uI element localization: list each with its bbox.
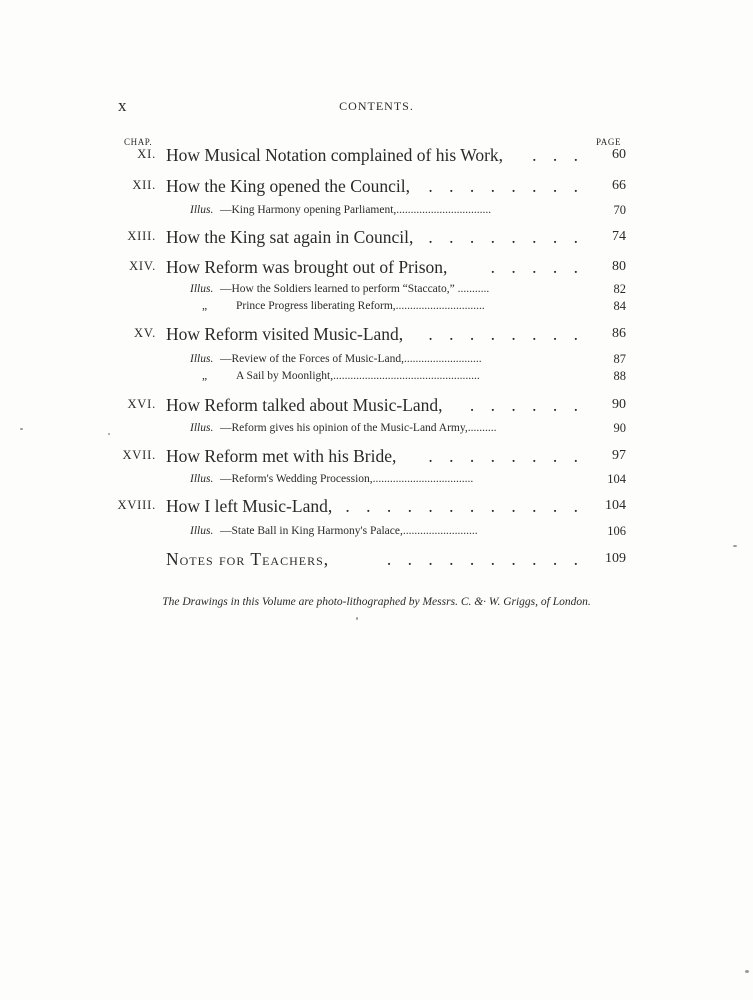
dot-leader: . . . . . . . . . . bbox=[386, 549, 584, 569]
illus-label: Illus. bbox=[190, 473, 214, 485]
chapter-number: XI. bbox=[137, 147, 156, 161]
notes-page: 109 bbox=[605, 551, 626, 566]
chapter-page: 60 bbox=[612, 147, 626, 162]
chapter-page: 80 bbox=[612, 259, 626, 274]
chapter-page: 97 bbox=[612, 448, 626, 463]
illus-page: 90 bbox=[613, 421, 626, 435]
dot-leader: . . . . . . . . bbox=[428, 227, 584, 247]
toc-illustration-row bbox=[190, 370, 630, 387]
chapter-number: XVIII. bbox=[117, 498, 156, 512]
toc-chapter-row bbox=[100, 227, 630, 249]
chapter-page: 90 bbox=[612, 397, 626, 412]
toc-illustration-row bbox=[190, 353, 630, 370]
chapter-title: How Musical Notation complained of his Work, bbox=[166, 145, 504, 165]
illus-text: —Reform gives his opinion of the Music-Land Army,.......... bbox=[220, 422, 497, 434]
illus-label: Illus. bbox=[190, 422, 214, 434]
ditto-mark: „ bbox=[202, 300, 208, 312]
chapter-page: 104 bbox=[605, 498, 626, 513]
chapter-title: How Reform talked about Music-Land, bbox=[166, 395, 443, 415]
chap-column-head: CHAP. bbox=[124, 137, 153, 147]
illus-text: —Reform's Wedding Procession,................................... bbox=[220, 473, 474, 485]
toc-chapter-row bbox=[100, 145, 630, 167]
dot-leader: . . . . . . . . bbox=[428, 324, 584, 344]
illus-text: A Sail by Moonlight,................................................... bbox=[236, 370, 480, 382]
chapter-number: XVII. bbox=[122, 448, 156, 462]
paper-speck bbox=[20, 428, 23, 430]
toc-chapter-row bbox=[100, 446, 630, 468]
dot-leader: . . . . . . . . bbox=[428, 176, 584, 196]
illus-text: —State Ball in King Harmony's Palace,.......................... bbox=[220, 525, 478, 537]
chapter-page: 86 bbox=[612, 326, 626, 341]
illus-page: 84 bbox=[613, 299, 626, 313]
illus-page: 104 bbox=[607, 472, 626, 486]
illus-page: 106 bbox=[607, 524, 626, 538]
dot-leader: . . . bbox=[532, 145, 584, 165]
running-head: CONTENTS. bbox=[339, 99, 414, 113]
illus-label: Illus. bbox=[190, 353, 214, 365]
toc-chapter-row bbox=[100, 257, 630, 279]
illus-text: —Review of the Forces of Music-Land,........................... bbox=[220, 353, 482, 365]
toc-illustration-row bbox=[190, 300, 630, 317]
dot-leader: . . . . . . . . . . . . bbox=[345, 496, 584, 516]
dot-leader: . . . . . . . . bbox=[428, 446, 584, 466]
paper-speck bbox=[356, 617, 358, 620]
illus-page: 87 bbox=[613, 352, 626, 366]
toc-chapter-row bbox=[100, 324, 630, 346]
chapter-page: 66 bbox=[612, 178, 626, 193]
toc-chapter-row bbox=[100, 176, 630, 198]
dot-leader: . . . . . bbox=[490, 257, 584, 277]
illus-text: —How the Soldiers learned to perform “Staccato,” ........... bbox=[220, 283, 490, 295]
chapter-number: XIII. bbox=[127, 229, 156, 243]
paper-speck bbox=[108, 433, 110, 435]
illus-text: —King Harmony opening Parliament,................................. bbox=[220, 204, 492, 216]
toc-illustration-row bbox=[190, 422, 630, 439]
chapter-number: XII. bbox=[132, 178, 156, 192]
toc-illustration-row bbox=[190, 473, 630, 490]
chapter-title: How Reform was brought out of Prison, bbox=[166, 257, 448, 277]
chapter-page: 74 bbox=[612, 229, 626, 244]
toc-chapter-row bbox=[100, 496, 630, 518]
illustration-credit: The Drawings in this Volume are photo-lithographed by Messrs. C. &· W. Griggs, of London. bbox=[162, 596, 591, 608]
chapter-number: XV. bbox=[134, 326, 156, 340]
ditto-mark: „ bbox=[202, 370, 208, 382]
paper-speck bbox=[745, 970, 749, 973]
illus-label: Illus. bbox=[190, 283, 214, 295]
notes-title: Notes for Teachers, bbox=[166, 549, 330, 569]
dot-leader: . . . . . . bbox=[469, 395, 584, 415]
paper-speck bbox=[733, 545, 737, 547]
chapter-number: XVI. bbox=[127, 397, 156, 411]
toc-chapter-row bbox=[100, 395, 630, 417]
chapter-title: How Reform visited Music-Land, bbox=[166, 324, 404, 344]
illus-label: Illus. bbox=[190, 525, 214, 537]
toc-illustration-row bbox=[190, 204, 630, 221]
page-column-head: PAGE bbox=[596, 137, 622, 147]
chapter-number: XIV. bbox=[129, 259, 156, 273]
chapter-title: How the King opened the Council, bbox=[166, 176, 410, 196]
chapter-title: How the King sat again in Council, bbox=[166, 227, 414, 247]
page-number: x bbox=[118, 96, 127, 115]
chapter-title: How I left Music-Land, bbox=[166, 496, 333, 516]
toc-notes-row bbox=[100, 549, 630, 571]
illus-page: 82 bbox=[613, 282, 626, 296]
illus-page: 70 bbox=[613, 203, 626, 217]
illus-text: Prince Progress liberating Reform,............................... bbox=[236, 300, 485, 312]
chapter-title: How Reform met with his Bride, bbox=[166, 446, 397, 466]
toc-illustration-row bbox=[190, 283, 630, 300]
illus-label: Illus. bbox=[190, 204, 214, 216]
illus-page: 88 bbox=[613, 369, 626, 383]
toc-illustration-row bbox=[190, 525, 630, 542]
